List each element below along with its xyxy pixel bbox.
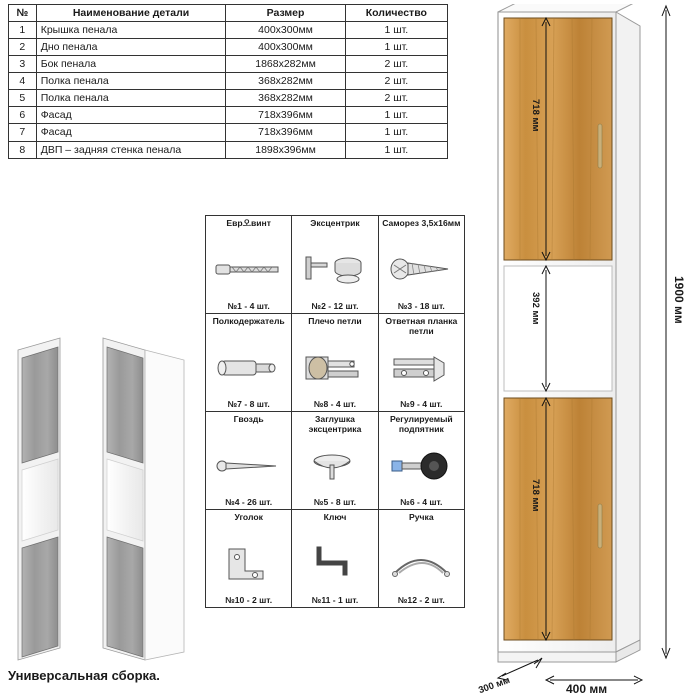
- table-row: [9, 22, 448, 39]
- allen-key-icon: [294, 533, 375, 596]
- cell-size: 718х396мм: [226, 107, 345, 124]
- hardware-title: Ключ: [323, 512, 347, 522]
- table-row: [9, 73, 448, 90]
- cell-size: 400х300мм: [226, 39, 345, 56]
- hardware-qty: №4 - 26 шт.: [225, 496, 273, 507]
- hardware-qty: №12 - 2 шт.: [397, 594, 445, 605]
- cell-qty: 1 шт.: [345, 124, 447, 141]
- cam-lock-icon: [294, 239, 375, 302]
- cell-qty: 1 шт.: [345, 107, 447, 124]
- table-row: [9, 90, 448, 107]
- self-tapping-screw-icon: [381, 239, 462, 302]
- cam-cover-cap-icon: [294, 435, 375, 498]
- cell-qty: 1 шт.: [345, 22, 447, 39]
- cell-size: 368х282мм: [226, 73, 345, 90]
- hardware-cell: [206, 216, 292, 314]
- table-row: [9, 56, 448, 73]
- hardware-title: Полкодержатель: [212, 316, 285, 326]
- table-header-row: [9, 5, 448, 22]
- cell-name: Полка пенала: [36, 73, 226, 90]
- table-row: [9, 39, 448, 56]
- dim-width: 400 мм: [566, 682, 608, 696]
- hardware-title: Заглушка эксцентрика: [308, 414, 362, 434]
- dim-top-door: 718 мм: [530, 99, 541, 132]
- cell-qty: 2 шт.: [345, 56, 447, 73]
- hardware-qty: №9 - 4 шт.: [400, 398, 443, 409]
- handle-icon: [381, 533, 462, 596]
- door-handle-top: [598, 124, 602, 168]
- col-name: Наименование детали: [36, 5, 226, 22]
- hardware-title: Уголок: [234, 512, 263, 522]
- col-size: Размер: [226, 5, 345, 22]
- hardware-title: Ответная планка петли: [385, 316, 458, 336]
- shelf-support-icon: [208, 337, 289, 400]
- cell-name: Фасад: [36, 124, 226, 141]
- hardware-grid: [205, 215, 465, 608]
- dim-middle-section: 392 мм: [530, 292, 541, 325]
- small-cabinet-illustration: [8, 330, 188, 665]
- hardware-title: Гвоздь: [233, 414, 264, 424]
- hardware-qty: №3 - 18 шт.: [397, 300, 445, 311]
- cell-num: 4: [9, 73, 37, 90]
- small-cabinet-left-unit: [18, 338, 60, 660]
- table-row: [9, 141, 448, 158]
- cell-num: 3: [9, 56, 37, 73]
- cell-name: Крышка пенала: [36, 22, 226, 39]
- euro-screw-icon: [208, 239, 289, 302]
- cell-num: 6: [9, 107, 37, 124]
- cell-qty: 1 шт.: [345, 39, 447, 56]
- cell-name: Дно пенала: [36, 39, 226, 56]
- door-handle-bottom: [598, 504, 602, 548]
- hardware-title: Евр오винт: [226, 218, 271, 228]
- dim-bottom-door: 718 мм: [530, 479, 541, 512]
- hardware-cell: [206, 412, 292, 510]
- hinge-plate-icon: [381, 337, 462, 400]
- cell-num: 5: [9, 90, 37, 107]
- hardware-qty: №1 - 4 шт.: [227, 300, 270, 311]
- hardware-cell: [206, 314, 292, 412]
- hardware-title: Саморез 3,5х16мм: [382, 218, 461, 228]
- table-row: [9, 107, 448, 124]
- cell-num: 8: [9, 141, 37, 158]
- cell-size: 718х396мм: [226, 124, 345, 141]
- col-qty: Количество: [345, 5, 447, 22]
- hardware-cell: [379, 314, 465, 412]
- parts-table: [8, 4, 448, 159]
- hardware-title: Эксцентрик: [310, 218, 360, 228]
- cell-size: 368х282мм: [226, 90, 345, 107]
- hardware-cell: [379, 216, 465, 314]
- hardware-cell: [292, 216, 378, 314]
- big-cabinet-illustration: [477, 4, 695, 697]
- hardware-title: Плечо петли: [308, 316, 362, 326]
- cell-size: 400х300мм: [226, 22, 345, 39]
- adjustable-foot-icon: [381, 435, 462, 498]
- nail-icon: [208, 435, 289, 498]
- hardware-cell: [292, 412, 378, 510]
- cell-size: 1898х396мм: [226, 141, 345, 158]
- hardware-title: Регулируемый подпятник: [389, 414, 453, 434]
- cell-qty: 2 шт.: [345, 73, 447, 90]
- cell-name: ДВП – задняя стенка пенала: [36, 141, 226, 158]
- dim-depth: 300 мм: [477, 674, 512, 697]
- cell-num: 1: [9, 22, 37, 39]
- hardware-cell: [206, 510, 292, 608]
- hardware-qty: №6 - 4 шт.: [400, 496, 443, 507]
- cell-qty: 2 шт.: [345, 90, 447, 107]
- small-cabinet-right-unit: [103, 338, 184, 660]
- cell-name: Бок пенала: [36, 56, 226, 73]
- hardware-qty: №10 - 2 шт.: [225, 594, 273, 605]
- cell-size: 1868х282мм: [226, 56, 345, 73]
- hardware-qty: №5 - 8 шт.: [313, 496, 357, 507]
- cell-num: 2: [9, 39, 37, 56]
- corner-bracket-icon: [208, 533, 289, 596]
- hardware-cell: [292, 314, 378, 412]
- hardware-title: Ручка: [409, 512, 434, 522]
- cell-name: Полка пенала: [36, 90, 226, 107]
- hardware-qty: №7 - 8 шт.: [227, 398, 270, 409]
- cell-num: 7: [9, 124, 37, 141]
- hardware-cell: [379, 412, 465, 510]
- cell-qty: 1 шт.: [345, 141, 447, 158]
- table-row: [9, 124, 448, 141]
- hardware-qty: №8 - 4 шт.: [313, 398, 357, 409]
- hardware-cell: [379, 510, 465, 608]
- hardware-qty: №11 - 1 шт.: [311, 594, 359, 605]
- cell-name: Фасад: [36, 107, 226, 124]
- dim-total-height: 1900 мм: [672, 276, 686, 324]
- hinge-arm-icon: [294, 337, 375, 400]
- col-num: №: [9, 5, 37, 22]
- page-caption: Универсальная сборка.: [8, 668, 160, 683]
- hardware-cell: [292, 510, 378, 608]
- hardware-qty: №2 - 12 шт.: [311, 300, 359, 311]
